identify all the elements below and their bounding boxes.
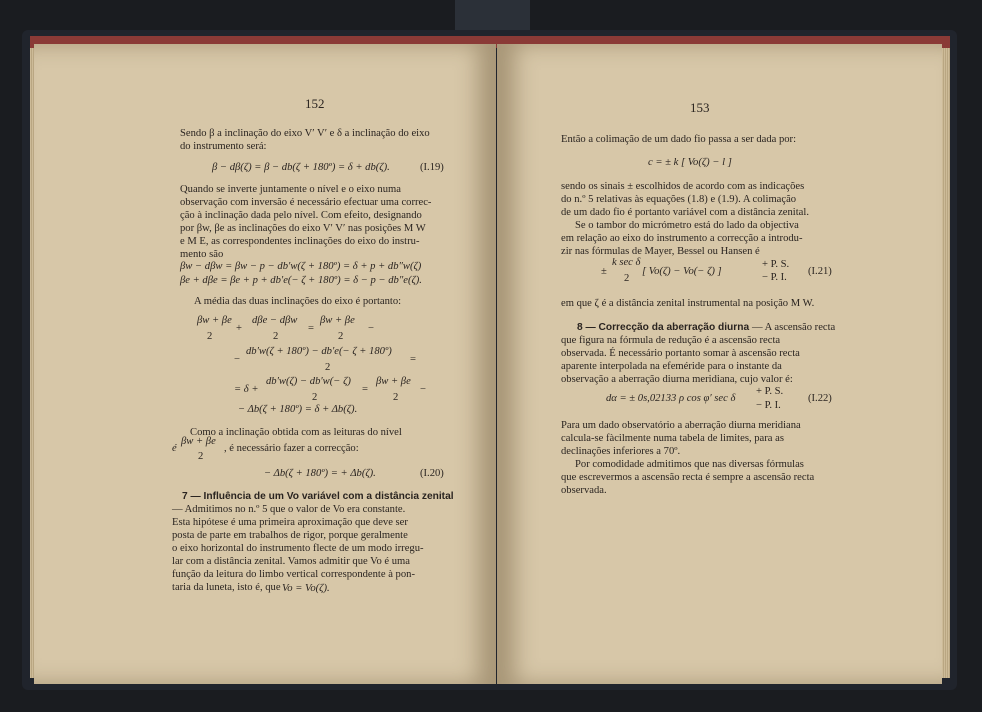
text-line: e M E, as correspondentes inclinações do eixo do instru- xyxy=(180,236,420,247)
text-line: do n.º 5 relativas às equações (1.8) e (1.9). A colimação xyxy=(561,194,797,205)
equation-number: (I.20) xyxy=(420,468,444,479)
equation: − Δb(ζ + 180º) = + Δb(ζ). xyxy=(264,468,376,479)
fraction-num: βw + βe xyxy=(197,315,232,326)
text-line: posta de parte em trabalhos de rigor, porque geralmente xyxy=(172,530,408,541)
text-line: A média das duas inclinações do eixo é portanto: xyxy=(194,296,402,307)
text-line: observação a aberração diurna meridiana, cujo valor é: xyxy=(561,374,793,385)
fraction-den: 2 xyxy=(624,273,630,284)
fraction-num: k sec δ xyxy=(612,257,641,268)
equation-number: (I.19) xyxy=(420,162,444,173)
text-line: que figura na fórmula de redução é a ascensão recta xyxy=(561,335,781,346)
sign-label: − P. I. xyxy=(756,400,781,411)
text-line: Então a colimação de um dado fio passa a ser dada por: xyxy=(561,134,797,145)
equation: βe + dβe = βe + p + db′e(− ζ + 180º) = δ − p − db″e(ζ). xyxy=(180,275,422,286)
text-line: Sendo β a inclinação do eixo V′ V′ e δ a inclinação do eixo xyxy=(180,128,430,139)
section-heading: 7 — Influência de um Vo variável com a distância zenital xyxy=(182,491,454,502)
text-line: , é necessário fazer a correcção: xyxy=(224,443,359,454)
fraction-den: 2 xyxy=(207,331,213,342)
operator: = xyxy=(308,323,314,334)
text-line: Como a inclinação obtida com as leituras do nível xyxy=(190,427,402,438)
fraction-den: 2 xyxy=(338,331,344,342)
equation: − Δb(ζ + 180º) = δ + Δb(ζ). xyxy=(238,404,358,415)
text-line: função da leitura do limbo vertical correspondente à pon- xyxy=(172,569,415,580)
text-line: ção à inclinação dada pelo nível. Com efeito, designando xyxy=(180,210,422,221)
equation: é xyxy=(172,443,177,454)
fraction-num: db′w(ζ) − db′w(− ζ) xyxy=(266,376,351,387)
fraction-den: 2 xyxy=(312,392,318,403)
text-line: observação com inversão é necessário efectuar uma correc- xyxy=(180,197,432,208)
text-line: Quando se inverte juntamente o nível e o eixo numa xyxy=(180,184,401,195)
page-number-left: 152 xyxy=(305,96,325,111)
text-line: aparente interpolada na efeméride para o instante da xyxy=(561,361,782,372)
text-line: de um dado fio é portanto variável com a distância zenital. xyxy=(561,207,809,218)
text-line: que escrevermos a ascensão recta é sempre a ascensão recta xyxy=(561,472,815,483)
operator: − xyxy=(420,384,426,395)
text-line: Por comodidade admitimos que nas diversas fórmulas xyxy=(575,459,804,470)
equation: = δ + xyxy=(234,384,259,395)
fraction-num: βw + βe xyxy=(320,315,355,326)
operator: + xyxy=(236,323,242,334)
fraction-den: 2 xyxy=(198,451,204,462)
fraction-num: dβe − dβw xyxy=(252,315,298,326)
sign-label: + P. S. xyxy=(756,386,784,397)
sign-label: − P. I. xyxy=(762,272,787,283)
operator: = xyxy=(410,354,416,365)
operator: = xyxy=(362,384,368,395)
fraction-den: 2 xyxy=(325,362,331,373)
text-line: o eixo horizontal do instrumento flecte de um modo irregu- xyxy=(172,543,424,554)
section-heading: 8 — Correcção da aberração diurna xyxy=(577,322,750,333)
equation: βw − dβw = βw − p − db′w(ζ + 180º) = δ + p + db″w(ζ) xyxy=(180,261,422,272)
operator: − xyxy=(368,323,374,334)
fraction-num: βw + βe xyxy=(181,436,216,447)
equation-number: (I.22) xyxy=(808,393,832,404)
text-line: — Admitimos no n.º 5 que o valor de Vo era constante. xyxy=(172,504,406,515)
equation: c = ± k [ Vo(ζ) − l ] xyxy=(648,157,732,168)
fraction-num: db′w(ζ + 180º) − db′e(− ζ + 180º) xyxy=(246,346,392,357)
equation: Vo = Vo(ζ). xyxy=(282,583,330,594)
text-line: mento são xyxy=(180,249,224,260)
text-line: em que ζ é a distância zenital instrumental na posição M W. xyxy=(561,298,815,309)
text-line: Esta hipótese é uma primeira aproximação que deve ser xyxy=(172,517,408,528)
operator: − xyxy=(234,354,240,365)
equation-number: (I.21) xyxy=(808,266,832,277)
text-line: — A ascensão recta xyxy=(752,322,836,333)
page-number-right: 153 xyxy=(690,100,710,115)
fraction-den: 2 xyxy=(393,392,399,403)
text-line: taria da luneta, isto é, que xyxy=(172,582,281,593)
text-line: do instrumento será: xyxy=(180,141,267,152)
text-line: Para um dado observatório a aberração diurna meridiana xyxy=(561,420,801,431)
text-line: em relação ao eixo do instrumento a correcção a introdu- xyxy=(561,233,803,244)
equation: dα = ± 0s,02133 ρ cos φ′ sec δ xyxy=(606,393,736,404)
text-line: observada. É necessário portanto somar à ascensão recta xyxy=(561,348,800,359)
text-line: zir nas fórmulas de Mayer, Bessel ou Hansen é xyxy=(561,246,760,257)
text-line: Se o tambor do micrómetro está do lado da objectiva xyxy=(575,220,799,231)
text-line: sendo os sinais ± escolhidos de acordo com as indicações xyxy=(561,181,805,192)
equation: β − dβ(ζ) = β − db(ζ + 180º) = δ + db(ζ). xyxy=(212,162,390,173)
equation: [ Vo(ζ) − Vo(− ζ) ] xyxy=(642,266,722,277)
text-line: declinações inferiores a 70º. xyxy=(561,446,681,457)
text-line: calcula-se fàcilmente numa tabela de limites, para as xyxy=(561,433,784,444)
fraction-num: βw + βe xyxy=(376,376,411,387)
sign-label: + P. S. xyxy=(762,259,790,270)
text-line: lar com a distância zenital. Vamos admitir que Vo é uma xyxy=(172,556,411,567)
text-line: observada. xyxy=(561,485,607,496)
fraction-den: 2 xyxy=(273,331,279,342)
operator: ± xyxy=(601,266,607,277)
text-line: por βw, βe as inclinações do eixo V′ V′ nas posições M W xyxy=(180,223,426,234)
